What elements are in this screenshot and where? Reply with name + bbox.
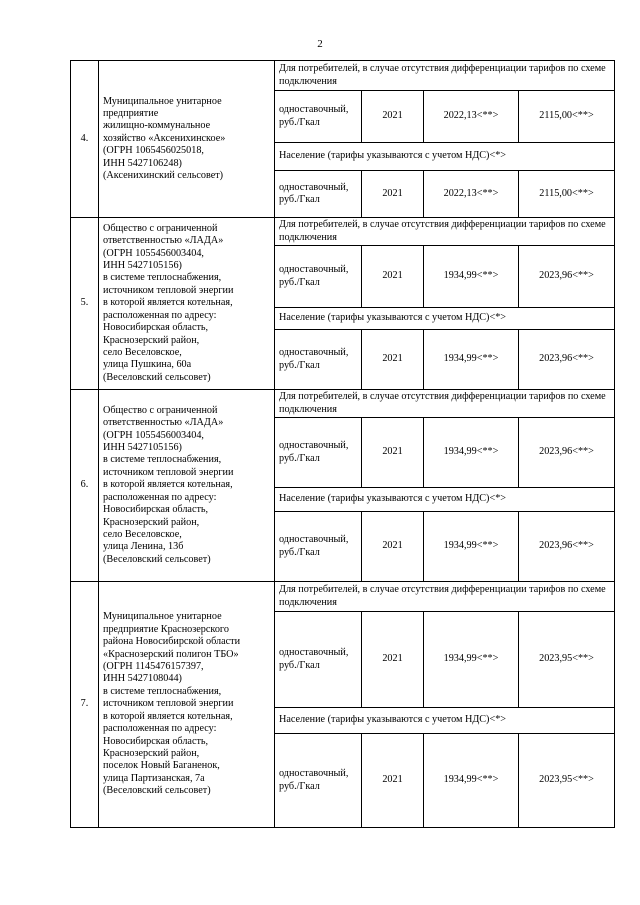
year-cell: 2021 — [362, 171, 424, 218]
tariff-first-half-cell: 2022,13<**> — [424, 91, 519, 143]
consumer-section-header: Для потребителей, в случае отсутствия дифференциации тарифов по схеме подключения — [275, 61, 615, 91]
tariff-second-half-cell: 2115,00<**> — [519, 171, 615, 218]
organization-cell: Общество с ограниченной ответственностью «ЛАДА» (ОГРН 1055456003404, ИНН 5427105156) в системе теплоснабжения, источником тепловой энергии в которой является котельная, расположенная по адресу: Новосибирская область, Краснозерский район, село Веселовское, улица Ленина, 13б (Веселовский сельсовет) — [99, 390, 275, 582]
year-cell: 2021 — [362, 734, 424, 828]
tariff-type-cell: одноставочный, руб./Гкал — [275, 330, 362, 390]
row-number: 5. — [71, 218, 99, 390]
tariff-type-cell: одноставочный, руб./Гкал — [275, 246, 362, 308]
tariff-second-half-cell: 2023,95<**> — [519, 612, 615, 708]
tariff-first-half-cell: 1934,99<**> — [424, 612, 519, 708]
row-number: 7. — [71, 582, 99, 828]
tariff-type-cell: одноставочный, руб./Гкал — [275, 612, 362, 708]
population-section-header: Население (тарифы указываются с учетом НДС)<*> — [275, 143, 615, 171]
tariff-second-half-cell: 2023,95<**> — [519, 734, 615, 828]
tariff-second-half-cell: 2023,96<**> — [519, 246, 615, 308]
row-number: 4. — [71, 61, 99, 218]
tariff-type-cell: одноставочный, руб./Гкал — [275, 734, 362, 828]
table-row — [71, 61, 615, 91]
table-row — [71, 582, 615, 612]
tariff-first-half-cell: 1934,99<**> — [424, 512, 519, 582]
population-section-header: Население (тарифы указываются с учетом НДС)<*> — [275, 488, 615, 512]
organization-cell: Муниципальное унитарное предприятие Краснозерского района Новосибирской области «Краснозерский полигон ТБО» (ОГРН 1145476157397, ИНН 5427108044) в системе теплоснабжения, источником тепловой энергии в которой является котельная, расположенная по адресу: Новосибирская область, Краснозерский район, поселок Новый Баганенок, улица Партизанская, 7а (Веселовский сельсовет) — [99, 582, 275, 828]
year-cell: 2021 — [362, 418, 424, 488]
tariff-second-half-cell: 2115,00<**> — [519, 91, 615, 143]
tariff-first-half-cell: 1934,99<**> — [424, 418, 519, 488]
tariff-first-half-cell: 2022,13<**> — [424, 171, 519, 218]
year-cell: 2021 — [362, 512, 424, 582]
tariff-type-cell: одноставочный, руб./Гкал — [275, 418, 362, 488]
tariff-type-cell: одноставочный, руб./Гкал — [275, 91, 362, 143]
consumer-section-header: Для потребителей, в случае отсутствия дифференциации тарифов по схеме подключения — [275, 582, 615, 612]
table-row — [71, 218, 615, 246]
tariff-first-half-cell: 1934,99<**> — [424, 734, 519, 828]
organization-cell: Муниципальное унитарное предприятие жилищно-коммунальное хозяйство «Аксенихинское» (ОГРН 1065456025018, ИНН 5427106248) (Аксенихинский сельсовет) — [99, 61, 275, 218]
year-cell: 2021 — [362, 246, 424, 308]
consumer-section-header: Для потребителей, в случае отсутствия дифференциации тарифов по схеме подключения — [275, 218, 615, 246]
tariff-type-cell: одноставочный, руб./Гкал — [275, 512, 362, 582]
tariff-second-half-cell: 2023,96<**> — [519, 512, 615, 582]
row-number: 6. — [71, 390, 99, 582]
tariff-second-half-cell: 2023,96<**> — [519, 330, 615, 390]
year-cell: 2021 — [362, 612, 424, 708]
tariff-first-half-cell: 1934,99<**> — [424, 330, 519, 390]
population-section-header: Население (тарифы указываются с учетом НДС)<*> — [275, 308, 615, 330]
organization-cell: Общество с ограниченной ответственностью «ЛАДА» (ОГРН 1055456003404, ИНН 5427105156) в системе теплоснабжения, источником тепловой энергии в которой является котельная, расположенная по адресу: Новосибирская область, Краснозерский район, село Веселовское, улица Пушкина, 60а (Веселовский сельсовет) — [99, 218, 275, 390]
population-section-header: Население (тарифы указываются с учетом НДС)<*> — [275, 708, 615, 734]
table-row — [71, 390, 615, 418]
tariff-type-cell: одноставочный, руб./Гкал — [275, 171, 362, 218]
page-number: 2 — [317, 38, 323, 50]
tariff-second-half-cell: 2023,96<**> — [519, 418, 615, 488]
tariff-first-half-cell: 1934,99<**> — [424, 246, 519, 308]
consumer-section-header: Для потребителей, в случае отсутствия дифференциации тарифов по схеме подключения — [275, 390, 615, 418]
year-cell: 2021 — [362, 91, 424, 143]
year-cell: 2021 — [362, 330, 424, 390]
tariff-table — [70, 60, 615, 828]
